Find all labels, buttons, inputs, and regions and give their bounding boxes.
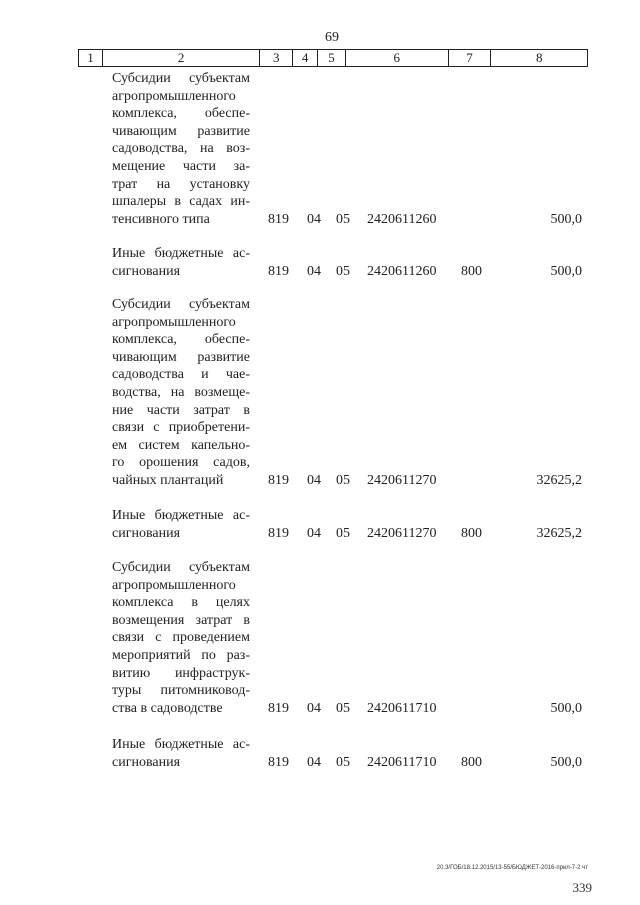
- description-line: комплекса, обеспе-: [112, 106, 250, 122]
- row-description: [112, 559, 250, 717]
- cell-c3: 819: [268, 700, 289, 716]
- cell-c7: 800: [461, 754, 482, 770]
- description-line: мероприятий по раз-: [112, 647, 250, 663]
- cell-c3: 819: [268, 211, 289, 227]
- header-col-2: 2: [103, 50, 260, 66]
- description-line: Иные бюджетные ас-: [112, 737, 250, 752]
- description-line: трат на установку: [112, 176, 250, 192]
- description-line: чайных плантаций: [112, 472, 224, 488]
- description-line: ем систем капельно-: [112, 437, 250, 453]
- cell-c4: 04: [307, 754, 321, 770]
- description-line: садоводства, на воз-: [112, 141, 250, 157]
- description-line: чивающим развитие: [112, 349, 250, 365]
- footer-page-number: 339: [572, 880, 592, 895]
- description-line: агропромышленного: [112, 88, 236, 104]
- description-line: чивающим развитие: [112, 123, 250, 139]
- cell-c5: 05: [336, 525, 350, 541]
- cell-c5: 05: [336, 211, 350, 227]
- cell-c4: 04: [307, 263, 321, 279]
- description-line: комплекса в целях: [112, 595, 250, 611]
- cell-c4: 04: [307, 700, 321, 716]
- cell-c5: 05: [336, 754, 350, 770]
- description-line: связи с приобретени-: [112, 420, 250, 436]
- description-line: комплекса, обеспе-: [112, 332, 250, 348]
- cell-c8: 500,0: [550, 263, 582, 279]
- cell-c8: 32625,2: [536, 473, 582, 488]
- cell-c8: 32625,2: [536, 525, 582, 541]
- row-description: [112, 70, 250, 228]
- description-line: агропромышленного: [112, 577, 236, 593]
- table-header: [78, 49, 588, 67]
- description-line: сигнования: [112, 525, 181, 541]
- header-col-7: 7: [449, 50, 492, 66]
- cell-c3: 819: [268, 525, 289, 541]
- description-line: сигнования: [112, 263, 181, 279]
- description-line: тенсивного типа: [112, 211, 210, 227]
- cell-c7: 800: [461, 263, 482, 279]
- description-line: связи с проведением: [112, 630, 250, 646]
- cell-c3: 819: [268, 263, 289, 279]
- header-col-8: 8: [535, 50, 543, 65]
- header-col-6: 6: [346, 50, 449, 66]
- cell-c5: 05: [336, 700, 350, 716]
- cell-c4: 04: [307, 211, 321, 227]
- header-col-4: 4: [293, 50, 318, 66]
- cell-c7: 800: [461, 525, 482, 541]
- header-col-5: 5: [318, 50, 346, 66]
- description-line: садоводства и чае-: [112, 367, 250, 383]
- cell-c6: 2420611260: [367, 263, 437, 279]
- description-line: Субсидии субъектам: [112, 560, 250, 575]
- description-line: агропромышленного: [112, 314, 236, 330]
- description-line: Иные бюджетные ас-: [112, 508, 250, 523]
- cell-c8: 500,0: [550, 211, 582, 227]
- cell-c6: 2420611710: [367, 754, 437, 770]
- cell-c6: 2420611260: [367, 211, 437, 227]
- description-line: го орошения садов,: [112, 455, 250, 471]
- cell-c4: 04: [307, 525, 321, 541]
- row-description: [112, 736, 250, 771]
- cell-c6: 2420611270: [367, 525, 437, 541]
- header-col-1: 1: [79, 50, 103, 66]
- row-description: [112, 245, 250, 280]
- cell-c4: 04: [307, 473, 321, 488]
- description-line: шпалеры в садах ин-: [112, 194, 250, 210]
- description-line: витию инфраструк-: [112, 665, 250, 681]
- cell-c3: 819: [268, 473, 289, 488]
- description-line: возмещения затрат в: [112, 612, 250, 628]
- cell-c3: 819: [268, 754, 289, 770]
- cell-c6: 2420611270: [367, 473, 437, 488]
- description-line: Субсидии субъектам: [112, 297, 250, 312]
- description-line: Иные бюджетные ас-: [112, 246, 250, 261]
- row-description: [112, 507, 250, 542]
- description-line: мещение части за-: [112, 158, 250, 174]
- description-line: ства в садоводстве: [112, 700, 223, 716]
- cell-c5: 05: [336, 473, 350, 488]
- description-line: Субсидии субъектам: [112, 71, 250, 86]
- description-line: водства, на возмеще-: [112, 384, 250, 400]
- cell-c8: 500,0: [550, 754, 582, 770]
- description-line: туры питомниковод-: [112, 683, 250, 699]
- cell-c8: 500,0: [550, 700, 582, 716]
- cell-c6: 2420611710: [367, 700, 437, 716]
- footer-document-code: 20.3/ГОБ/18.12.2015/13-55/БЮДЖЕТ-2016-прил-7-2 чт: [436, 865, 588, 871]
- description-line: сигнования: [112, 754, 181, 770]
- description-line: ние части затрат в: [112, 402, 250, 418]
- cell-c5: 05: [336, 263, 350, 279]
- row-description: [112, 296, 250, 490]
- header-col-3: 3: [260, 50, 293, 66]
- page-number: 69: [325, 30, 339, 45]
